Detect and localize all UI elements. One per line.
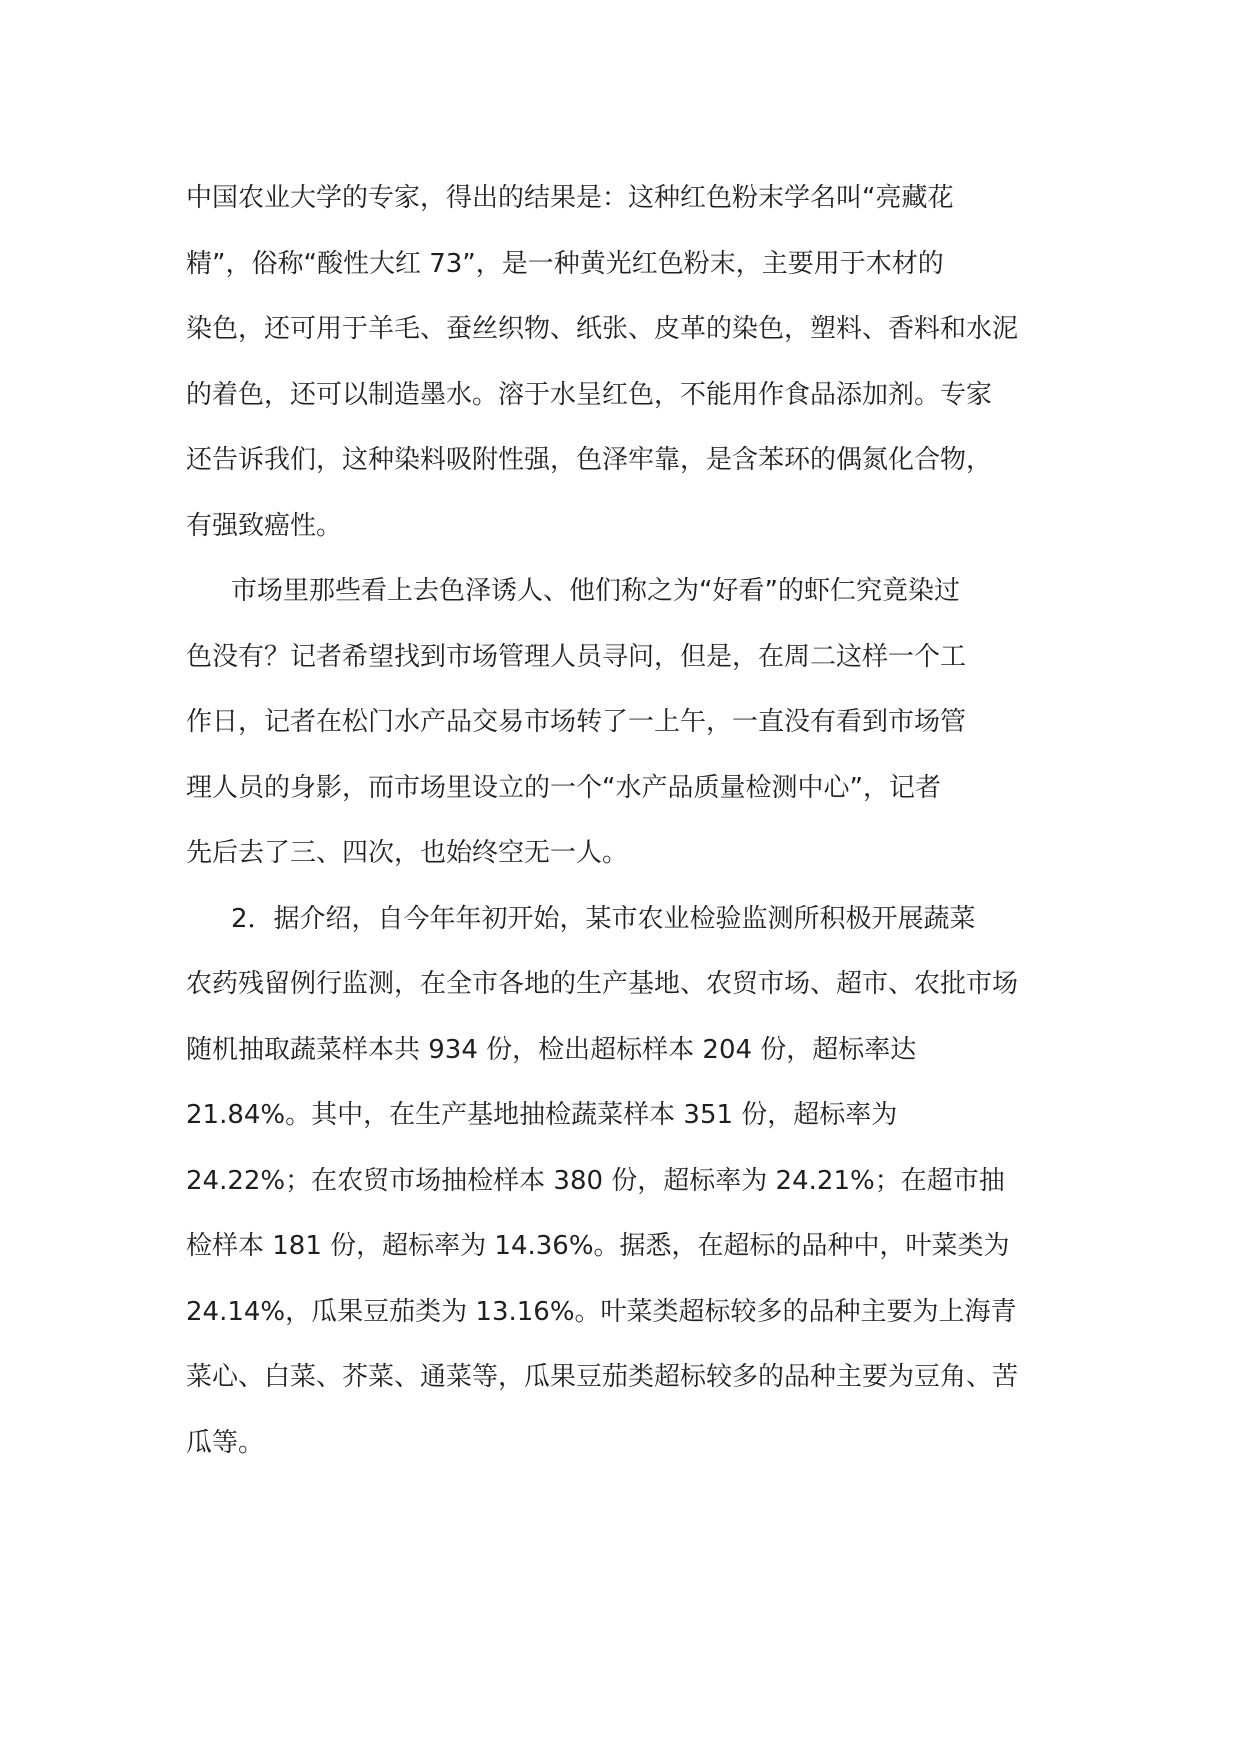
paragraph-first-line: 市场里那些看上去色泽诱人、他们称之为“好看”的虾仁究竟染过 (231, 576, 960, 606)
text-line: 24.14%，瓜果豆茄类为 13.16%。叶菜类超标较多的品种主要为上海青 (186, 1296, 1017, 1327)
text-line: 农药残留例行监测，在全市各地的生产基地、农贸市场、超市、农批市场 (186, 969, 1019, 999)
text-line: 精”，俗称“酸性大红 73”，是一种黄光红色粉末，主要用于木材的 (186, 248, 944, 279)
text-line: 作日，记者在松门水产品交易市场转了一上午，一直没有看到市场管 (186, 707, 967, 737)
text-line: 有强致癌性。 (186, 510, 343, 541)
text-line: 24.22%；在农贸市场抽检样本 380 份，超标率为 24.21%；在超市抽 (186, 1165, 1005, 1196)
text-line: 瓜等。 (186, 1427, 265, 1458)
text-line: 先后去了三、四次，也始终空无一人。 (186, 838, 629, 868)
text-line: 检样本 181 份，超标率为 14.36%。据悉，在超标的品种中，叶菜类为 (186, 1231, 1010, 1261)
text-line: 还告诉我们，这种染料吸附性强，色泽牢靠，是含苯环的偶氮化合物， (186, 445, 993, 475)
text-line: 理人员的身影，而市场里设立的一个“水产品质量检测中心”，记者 (186, 772, 941, 803)
text-line: 中国农业大学的专家，得出的结果是：这种红色粉末学名叫“亮藏花 (186, 183, 954, 213)
text-line: 色没有？记者希望找到市场管理人员寻问，但是，在周二这样一个工 (186, 641, 967, 672)
text-line: 染色，还可用于羊毛、蚕丝织物、纸张、皮革的染色，塑料、香料和水泥 (186, 314, 1019, 344)
text-line: 21.84%。其中，在生产基地抽检蔬菜样本 351 份，超标率为 (186, 1100, 898, 1130)
text-line: 的着色，还可以制造墨水。溶于水呈红色，不能用作食品添加剂。专家 (186, 379, 993, 410)
text-line: 随机抽取蔬菜样本共 934 份，检出超标样本 204 份，超标率达 (186, 1034, 917, 1065)
text-line: 菜心、白菜、芥菜、通菜等，瓜果豆茄类超标较多的品种主要为豆角、苦 (186, 1362, 1019, 1392)
paragraph-first-line: 2．据介绍，自今年年初开始，某市农业检验监测所积极开展蔬菜 (231, 903, 976, 934)
document-body (186, 166, 1056, 1476)
